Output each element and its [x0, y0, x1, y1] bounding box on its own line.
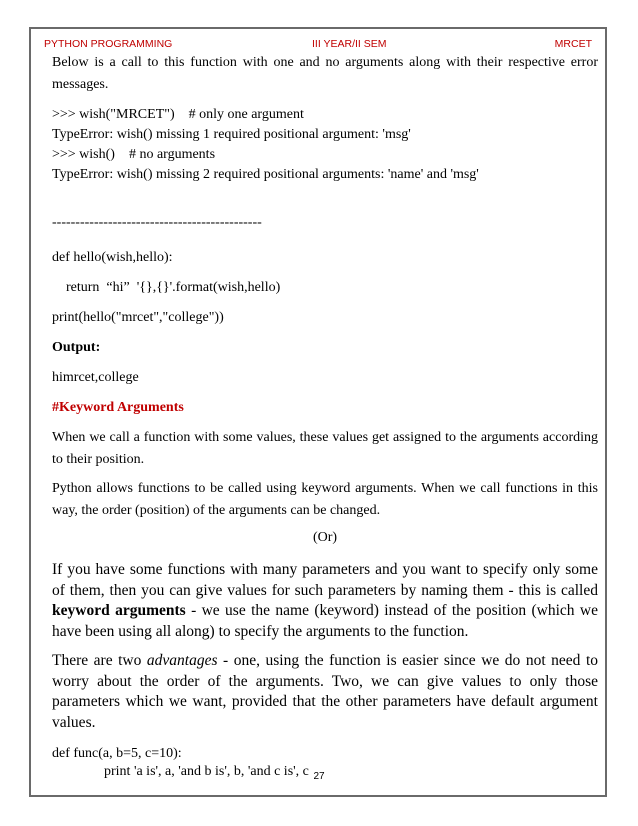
- italic-term: advantages: [146, 652, 218, 669]
- text-run: - we use the name (keyword) instead of the position (which we have been using all along) to specify the arguments to the function.: [52, 602, 598, 640]
- page-header: [44, 38, 594, 52]
- bold-term: keyword arguments: [52, 602, 186, 619]
- page-content: [52, 52, 598, 781]
- code-line: >>> wish() # no arguments: [52, 147, 216, 162]
- code-block-errors: [52, 105, 598, 185]
- code-line: TypeError: wish() missing 1 required positional argument: 'msg': [52, 127, 411, 142]
- code-line: TypeError: wish() missing 2 required positional arguments: 'name' and 'msg': [52, 167, 479, 182]
- code-line: return “hi” '{},{}'.format(wish,hello): [66, 280, 281, 295]
- text-run: - one, using the function is easier since we do not need to worry about the order of the arguments. Two, we can give values to only those parameters which we want, provided that the other parameters have default argument values.: [52, 652, 598, 731]
- page-number: 27: [313, 771, 325, 782]
- header-college: MRCET: [554, 38, 592, 50]
- text-run: If you have some functions with many parameters and you want to specify only some of them, then you can give values for such parameters by naming them - this is called: [52, 561, 598, 599]
- text-run: There are two: [52, 652, 147, 669]
- paragraph: [52, 560, 598, 642]
- code-line: >>> wish("MRCET") # only one argument: [52, 107, 304, 122]
- code-line: def hello(wish,hello):: [52, 250, 173, 265]
- header-course: PYTHON PROGRAMMING: [44, 38, 173, 50]
- paragraph: Python allows functions to be called using keyword arguments. When we call functions in this way, the order (position) of the arguments can be changed.: [52, 481, 598, 518]
- intro-paragraph: Below is a call to this function with one and no arguments along with their respective error messages.: [52, 55, 598, 92]
- section-title: #Keyword Arguments: [52, 400, 184, 415]
- code-line: def func(a, b=5, c=10):: [52, 746, 182, 761]
- output-value: himrcet,college: [52, 370, 139, 385]
- output-label: Output:: [52, 340, 101, 355]
- paragraph: [52, 651, 598, 733]
- or-separator: (Or): [312, 530, 338, 545]
- code-line: print(hello("mrcet","college")): [52, 310, 224, 325]
- header-year: III YEAR/II SEM: [312, 38, 387, 50]
- paragraph: When we call a function with some values, these values get assigned to the arguments according to their position.: [52, 430, 598, 467]
- code-line: print 'a is', a, 'and b is', b, 'and c is', c: [104, 764, 309, 779]
- divider-line: ---------------------------------------------: [52, 215, 262, 230]
